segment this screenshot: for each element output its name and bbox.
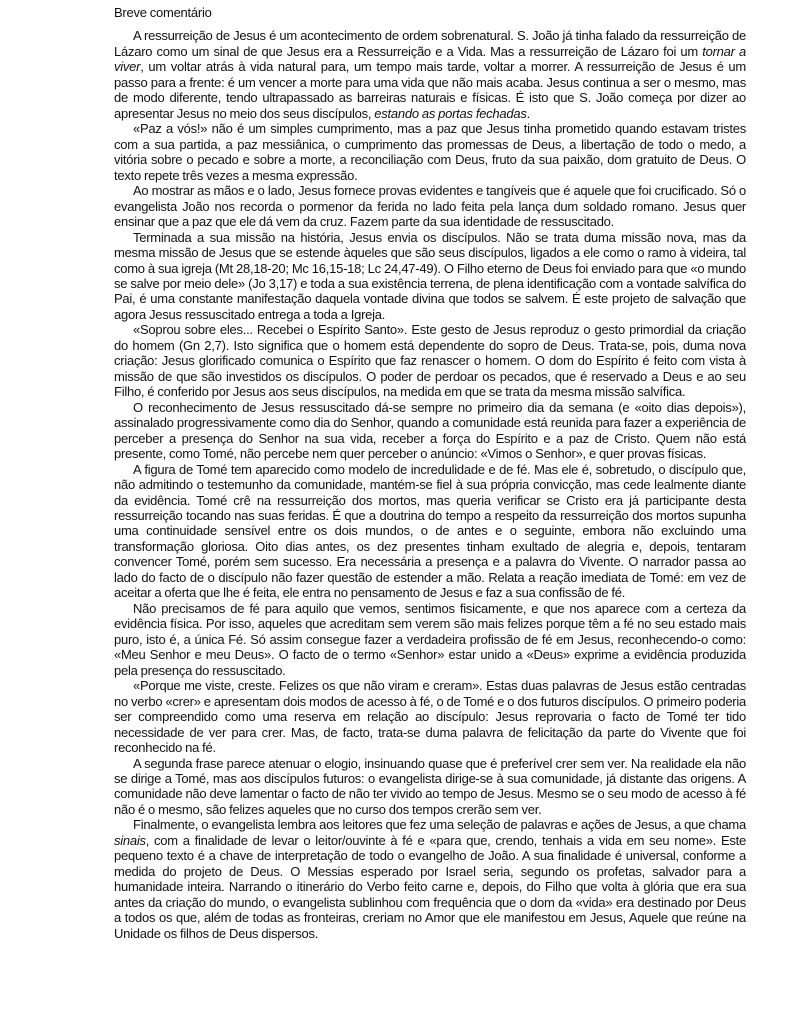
paragraph: [114, 462, 746, 601]
italic-phrase: estando as portas fechadas: [374, 105, 527, 121]
paragraph: [114, 322, 746, 399]
italic-phrase: tornar a viver: [114, 43, 746, 75]
text-segment: .: [526, 105, 530, 121]
text-segment: «Paz a vós!» não é um simples cumprimento, mas a paz que Jesus tinha prometido quando estavam tristes com a sua partida, a paz messiânica, o cumprimento das promessas de Deus, a libertação de todo o medo, a vitória sobre o pecado e sobre a morte, a reconciliação com Deus, fruto da sua paixão, dom gratuito de Deus. O texto repete três vezes a mesma expressão.: [114, 121, 746, 183]
text-segment: Finalmente, o evangelista lembra aos leitores que fez uma seleção de palavras e ações de Jesus, a que chama: [133, 817, 746, 833]
paragraph: [114, 183, 746, 229]
document-title: Breve comentário: [114, 5, 212, 20]
paragraph: [114, 678, 746, 755]
paragraph: [114, 400, 746, 462]
paragraph: [114, 28, 746, 121]
document-body: [114, 28, 746, 941]
text-segment: Ao mostrar as mãos e o lado, Jesus fornece provas evidentes e tangíveis que é aquele que foi crucificado. Só o evangelista João nos recorda o pormenor da ferida no lado feita pela lança dum soldado romano. Jesus quer ensinar que a paz que ele dá vem da cruz. Fazem parte da sua identidade de ressuscitado.: [114, 183, 746, 230]
text-segment: , com a finalidade de levar o leitor/ouvinte à fé e «para que, crendo, tenhais a vida em seu nome». Este pequeno texto é a chave de interpretação de todo o evangelho de João. A sua finalidade é universal, conforme a medida do projeto de Deus. O Messias esperado por Israel seria, segundo os profetas, salvador para a humanidade inteira. Narrando o itinerário do Verbo feito carne e, depois, do Filho que volta à glória que era sua antes da criação do mundo, o evangelista sublinhou com frequência que o dom da «vida» era destinado por Deus a todos os que, além de todas as fronteiras, creriam no Amor que ele manifestou em Jesus, Aquele que reúne na Unidade os filhos de Deus dispersos.: [114, 832, 746, 941]
text-segment: «Porque me viste, creste. Felizes os que não viram e creram». Estas duas palavras de Jesus estão centradas no verbo «crer» e apresentam dois modos de acesso à fé, o de Tomé e o dos futuros discípulos. O primeiro poderia ser compreendido como uma reserva em relação ao discípulo: Jesus reprovaria o facto de Tomé ter tido necessidade de ver para crer. Mas, de facto, trata-se duma palavra de felicitação da parte do Vivente que foi reconhecido na fé.: [114, 678, 746, 756]
text-segment: «Soprou sobre eles... Recebei o Espírito Santo». Este gesto de Jesus reproduz o gesto primordial da criação do homem (Gn 2,7). Isto significa que o homem está dependente do sopro de Deus. Trata-se, pois, duma nova criação: Jesus glorificado comunica o Espírito que faz renascer o homem. O dom do Espírito é feito com vista à missão de que são investidos os discípulos. O poder de perdoar os pecados, que é reservado a Deus e ao seu Filho, é conferido por Jesus aos seus discípulos, na medida em que se trata da mesma missão salvífica.: [114, 322, 746, 400]
document-page: [114, 5, 746, 941]
text-segment: Terminada a sua missão na história, Jesus envia os discípulos. Não se trata duma missão nova, mas da mesma missão de Jesus que se estende àqueles que são seus discípulos, ligados a ele como o ramo à videira, tal como à sua igreja (Mt 28,18-20; Mc 16,15-18; Lc 24,47-49). O Filho eterno de Deus foi enviado para que «o mundo se salve por meio dele» (Jo 3,17) e toda a sua existência terrena, de plena identificação com a vontade salvífica do Pai, é uma constante manifestação daquela vontade divina que todos se salvem. É este projeto de salvação que agora Jesus ressuscitado entrega a toda a Igreja.: [114, 229, 746, 322]
italic-phrase: sinais: [114, 832, 146, 848]
text-segment: Não precisamos de fé para aquilo que vemos, sentimos fisicamente, e que nos aparece com a certeza da evidência física. Por isso, aqueles que acreditam sem verem são mais felizes porque têm a fé no seu estado mais puro, isto é, a única Fé. Só assim consegue fazer a verdadeira profissão de fé em Jesus, reconhecendo-o como: «Meu Senhor e meu Deus». O facto de o termo «Senhor» estar unido a «Deus» exprime a evidência produzida pela presença do ressuscitado.: [114, 600, 746, 678]
text-segment: A segunda frase parece atenuar o elogio, insinuando quase que é preferível crer sem ver. Na realidade ela não se dirige a Tomé, mas aos discípulos futuros: o evangelista dirige-se à sua comunidade, já distante das origens. A comunidade não deve lamentar o facto de não ter vivido ao tempo de Jesus. Mesmo se o seu modo de acesso à fé não é o mesmo, são felizes aqueles que no curso dos tempos crerão sem ver.: [114, 755, 746, 817]
paragraph: [114, 230, 746, 323]
paragraph: [114, 817, 746, 941]
text-segment: A figura de Tomé tem aparecido como modelo de incredulidade e de fé. Mas ele é, sobretudo, o discípulo que, não admitindo o testemunho da comunidade, mantém-se fiel à sua própria convicção, mas cede lealmente diante da evidência. Tomé crê na ressurreição dos mortos, mas queria verificar se Cristo era já participante desta ressurreição tocando nas suas feridas. É que a doutrina do tempo a respeito da ressurreição dos mortos supunha uma continuidade sensível entre os dois mundos, o de antes e o seguinte, embora não excluindo uma transformação gloriosa. Oito dias antes, os dez presentes tinham exultado de alegria e, depois, tentaram convencer Tomé, porém sem sucesso. Era necessária a presença e a palavra do Vivente. O narrador passa ao lado do facto de o discípulo não fazer questão de estender a mão. Relata a reação imediata de Tomé: em vez de aceitar a oferta que lhe é feita, ele entra no pensamento de Jesus e faz a sua confissão de fé.: [114, 461, 746, 601]
text-segment: A ressurreição de Jesus é um acontecimento de ordem sobrenatural. S. João já tinha falado da ressurreição de Lázaro como um sinal de que Jesus era a Ressurreição e a Vida. Mas a ressurreição de Lázaro foi um: [114, 28, 746, 59]
paragraph: [114, 121, 746, 183]
paragraph: [114, 756, 746, 818]
text-segment: , um voltar atrás à vida natural para, um tempo mais tarde, voltar a morrer. A ressurreição de Jesus é um passo para a frente: é um vencer a morte para uma vida que não mais acaba. Jesus continua a ser o mesmo, mas de modo diferente, tendo ultrapassado as barreiras naturais e físicas. É isto que S. João começa por dizer ao apresentar Jesus no meio dos seus discípulos,: [114, 59, 746, 121]
text-segment: O reconhecimento de Jesus ressuscitado dá-se sempre no primeiro dia da semana (e «oito dias depois»), assinalado progressivamente como dia do Senhor, quando a comunidade está reunida para fazer a experiência de perceber a presença do Senhor na sua vida, receber a força do Espírito e a paz de Cristo. Quem não está presente, como Tomé, não percebe nem quer perceber o anúncio: «Vimos o Senhor», e quer provas físicas.: [114, 399, 746, 462]
paragraph: [114, 601, 746, 678]
